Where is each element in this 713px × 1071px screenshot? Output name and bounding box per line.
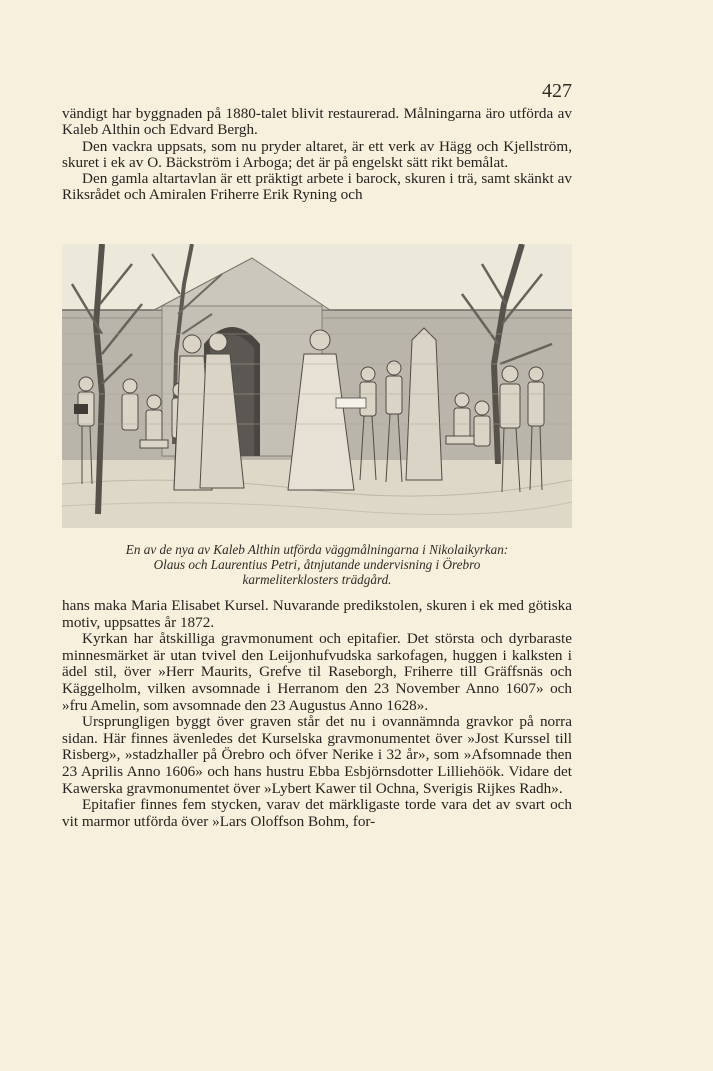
text-bottom-block	[62, 598, 572, 830]
paragraph: Den gamla altartavlan är ett präktigt arbete i barock, skuren i trä, samt skänkt av Riksrådet och Amiralen Friherre Erik Ryning och	[62, 170, 572, 204]
image-caption	[62, 542, 572, 587]
paragraph: vändigt har byggnaden på 1880-talet blivit restaurerad. Målningarna äro utförda av Kaleb Althin och Edvard Bergh.	[62, 105, 572, 139]
paragraph: Kyrkan har åtskilliga gravmonument och epitafier. Det största och dyrbaraste minnesmärket är utan tvivel den Leijonhufvudska sarkofagen, huggen i kalksten i ädel stil, över »Herr Maurits, Grefve til Raseborgh, Friherre till Gräffsnäs och Käggelholm, vilken avsomnade i Herranom den 23 November Anno 1607» och »fru Amelin, som avsomnade den 23 Augustus Anno 1628».	[62, 630, 572, 714]
paragraph: Epitafier finnes fem stycken, varav det märkligaste torde vara det av svart och vit marmor utförda över »Lars Oloffson Bohm, for-	[62, 796, 572, 830]
page-number: 427	[542, 80, 572, 102]
caption-line: Olaus och Laurentius Petri, åtnjutande undervisning i Örebro	[153, 557, 481, 572]
paragraph: Ursprungligen byggt över graven står det nu i ovannämnda gravkor på norra sidan. Här finnes ävenledes det Kurselska gravmonumentet över »Jost Kurssel till Risberg», »stadzhaller på Örebro och öfver Nerike i 32 år», som »Afsomnade then 23 Aprilis Anno 1606» och hans hustru Ebba Esbjörnsdotter Lilliehöök. Vidare det Kawerska gravmonumentet över »Lybert Kawer til Ochna, Sverigis Rijkes Radh».	[62, 713, 572, 797]
text-top-block	[62, 106, 572, 204]
caption-line: karmeliterklosters trädgård.	[242, 572, 392, 587]
mural-illustration-graphic	[62, 244, 572, 528]
mural-painting-image	[62, 244, 572, 528]
paragraph: hans maka Maria Elisabet Kursel. Nuvarande predikstolen, skuren i ek med götiska motiv, uppsattes år 1872.	[62, 597, 572, 631]
paragraph: Den vackra uppsats, som nu pryder altaret, är ett verk av Hägg och Kjellström, skuret i ek av O. Bäckström i Arboga; det är på engelskt sätt rikt bemålat.	[62, 137, 572, 171]
caption-line: En av de nya av Kaleb Althin utförda väggmålningarna i Nikolaikyrkan:	[125, 542, 509, 557]
